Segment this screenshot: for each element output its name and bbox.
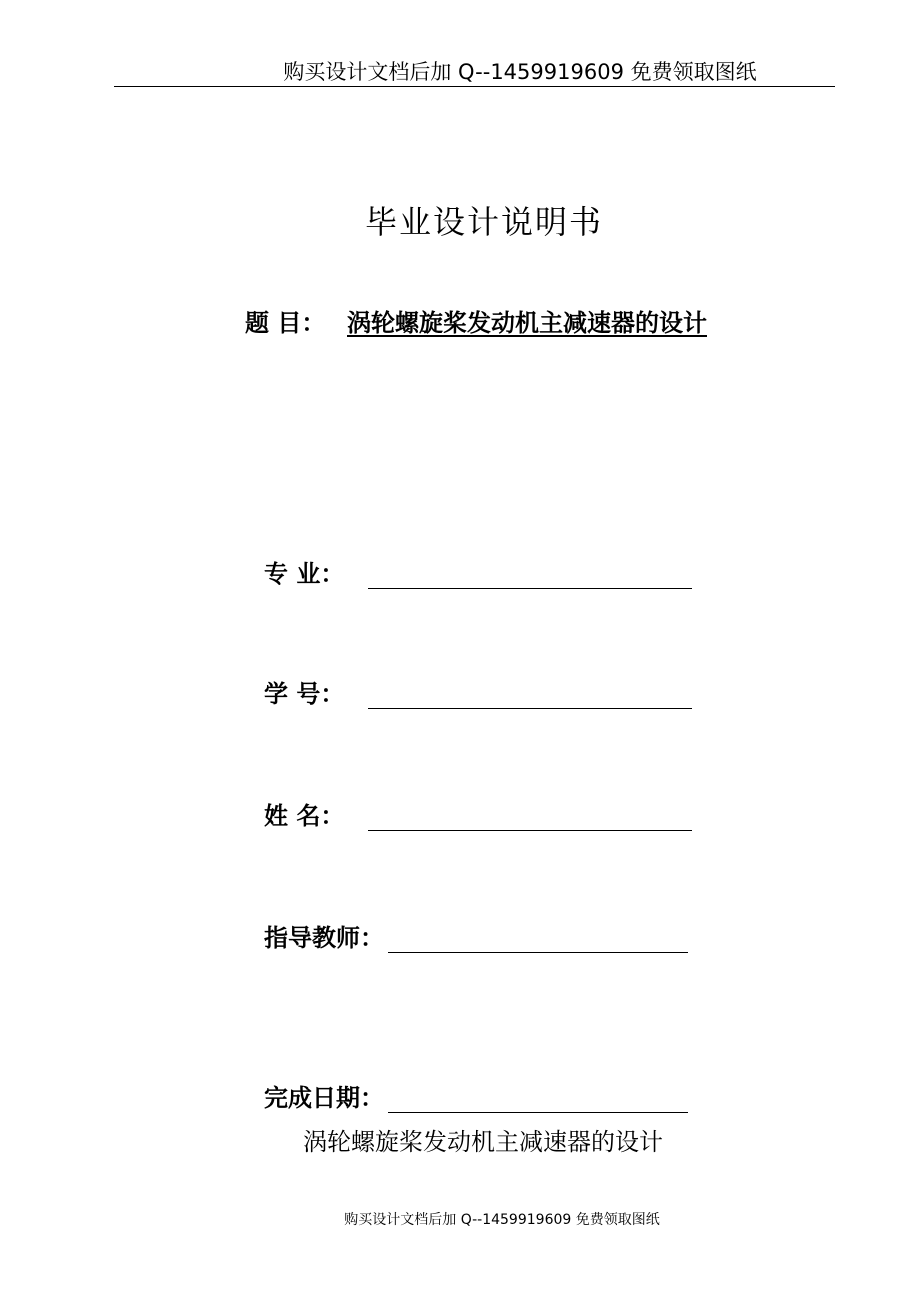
field-student-id [264, 676, 694, 712]
field-major-line [368, 588, 692, 589]
field-advisor-line [388, 952, 688, 953]
document-title: 毕业设计说明书 [364, 203, 603, 241]
topic-label: 题 目： [245, 309, 326, 337]
field-student-id-line [368, 708, 692, 709]
field-advisor-label: 指导教师： [264, 924, 384, 952]
header-divider [114, 86, 835, 87]
field-name-label: 姓 名： [264, 802, 345, 830]
page-header-text: 购买设计文档后加 Q--1459919609 免费领取图纸 [283, 60, 757, 84]
field-completion-date-line [388, 1112, 688, 1113]
field-advisor [264, 920, 694, 956]
closing-title: 涡轮螺旋桨发动机主减速器的设计 [303, 1128, 663, 1156]
topic-row [245, 305, 707, 341]
field-completion-date-label: 完成日期： [264, 1084, 384, 1112]
field-major [264, 556, 694, 592]
page-footer-text: 购买设计文档后加 Q--1459919609 免费领取图纸 [344, 1212, 660, 1228]
field-completion-date [264, 1080, 694, 1116]
field-name-line [368, 830, 692, 831]
topic-value: 涡轮螺旋桨发动机主减速器的设计 [347, 309, 707, 337]
field-major-label: 专 业： [264, 560, 345, 588]
field-student-id-label: 学 号： [264, 680, 345, 708]
field-name [264, 798, 694, 834]
